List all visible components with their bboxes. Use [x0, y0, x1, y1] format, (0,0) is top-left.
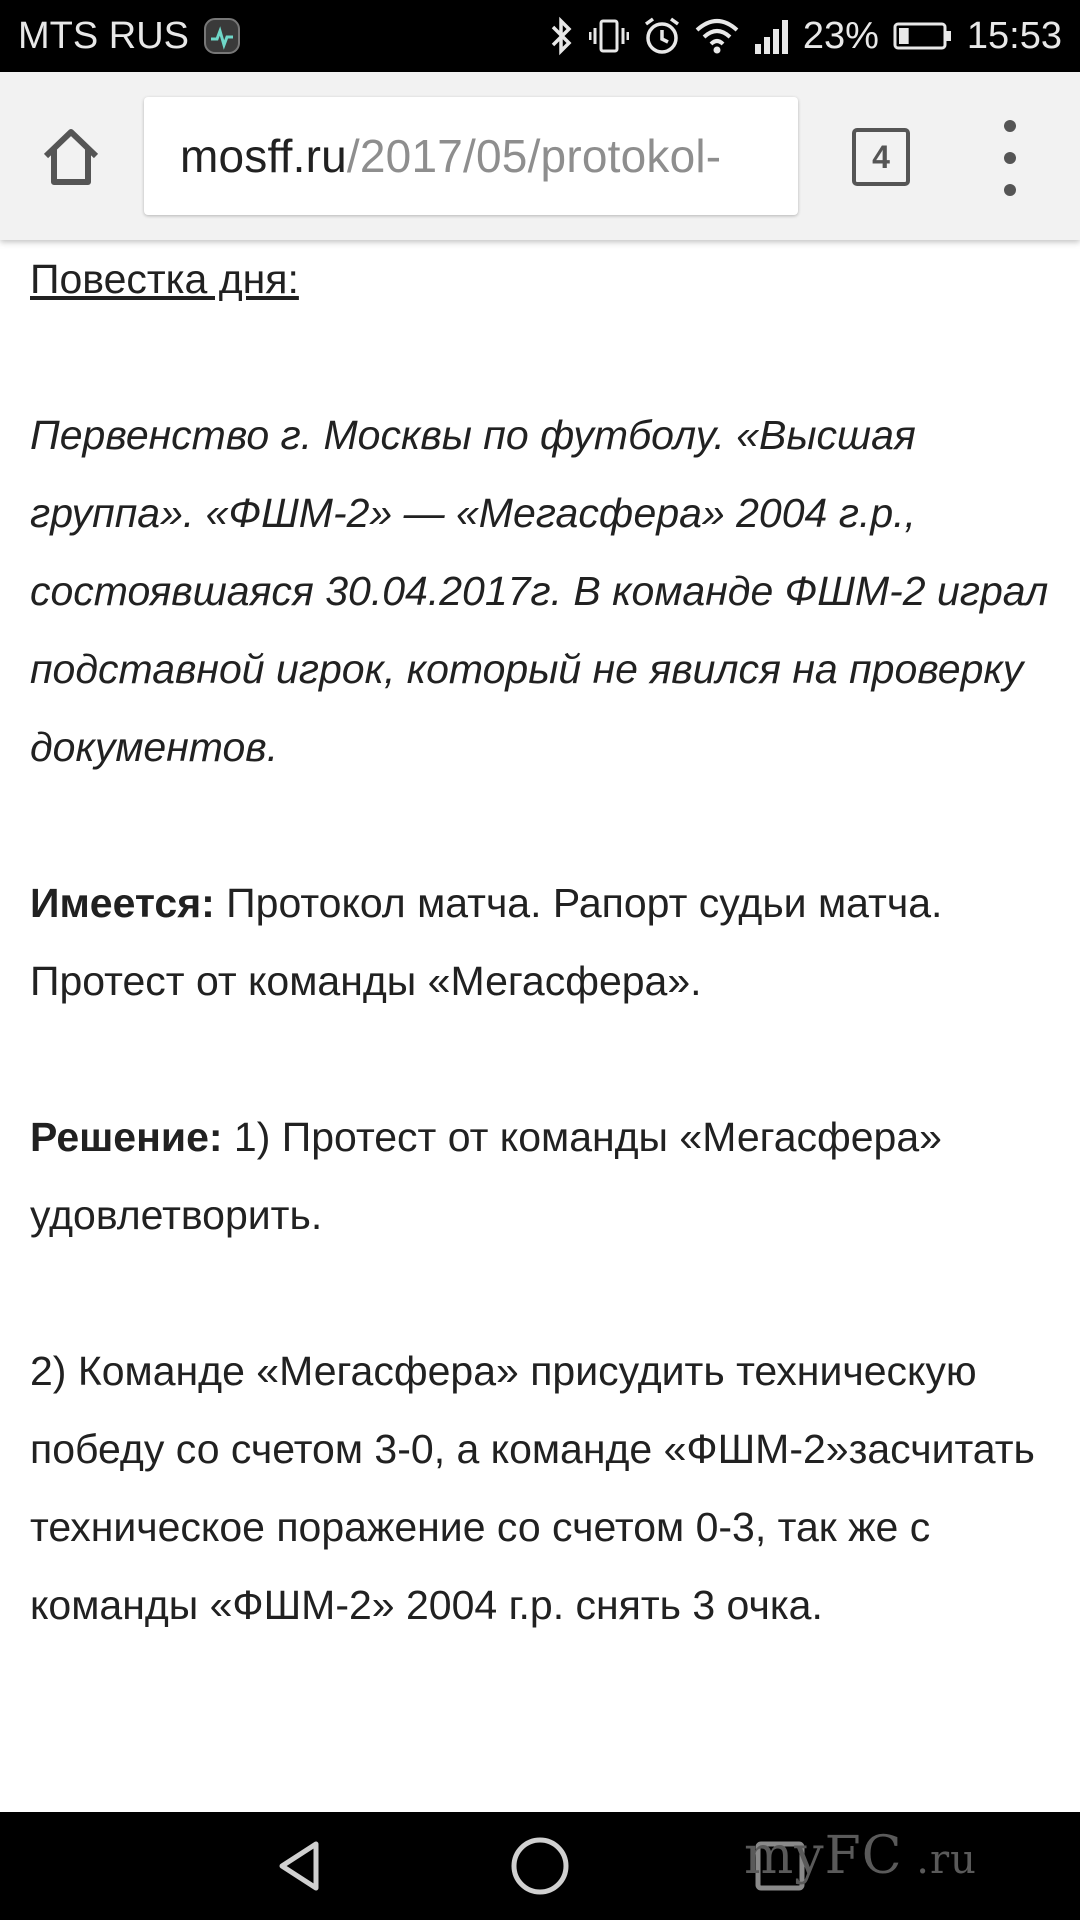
decision-paragraph	[30, 1098, 1050, 1254]
overflow-menu-button[interactable]	[990, 120, 1030, 196]
address-bar[interactable]	[144, 97, 798, 215]
url-text[interactable]	[180, 129, 721, 183]
agenda-heading: Повестка дня:	[30, 256, 299, 302]
watermark-suffix: .ru	[902, 1837, 977, 1883]
tab-count: 4	[872, 138, 890, 175]
menu-dot	[1004, 184, 1016, 196]
health-app-icon	[203, 0, 241, 72]
watermark	[744, 1826, 977, 1886]
decision-2-paragraph: 2) Команде «Мегасфера» присудить техническую победу со счетом 3-0, а команде «ФШМ-2»засчитать техническое поражение со счетом 0-3, так же с команды «ФШМ-2» 2004 г.р. снять 3 очка.	[30, 1348, 1035, 1628]
url-host: mosff.ru	[180, 130, 347, 182]
clock: 15:53	[966, 14, 1062, 57]
tab-switcher-icon	[852, 128, 910, 186]
decision-label: Решение:	[30, 1114, 223, 1160]
battery-percent: 23%	[802, 14, 879, 57]
alarm-icon	[643, 0, 681, 72]
wifi-icon	[695, 0, 739, 72]
available-label: Имеется:	[30, 880, 215, 926]
signal-icon	[753, 0, 789, 72]
browser-toolbar	[0, 72, 1080, 240]
bluetooth-icon	[549, 0, 575, 72]
watermark-main: myFC	[744, 1826, 903, 1886]
back-button[interactable]	[240, 1812, 360, 1920]
article-content	[30, 240, 1050, 1644]
overflow-menu-icon	[1004, 120, 1016, 132]
url-path: /2017/05/protokol-	[346, 130, 722, 182]
decision-text: 1) Протест от команды «Мегасфера» удовлетворить.	[30, 1114, 942, 1238]
vibrate-icon	[589, 0, 629, 72]
battery-icon	[893, 0, 953, 72]
home-circle-icon	[508, 1834, 572, 1898]
home-button[interactable]	[36, 122, 106, 192]
available-text: Протокол матча. Рапорт судьи матча. Протест от команды «Мегасфера».	[30, 880, 943, 1004]
menu-dot	[1004, 152, 1016, 164]
status-bar	[0, 0, 1080, 72]
home-icon	[36, 122, 106, 192]
back-icon	[270, 1836, 330, 1896]
available-paragraph	[30, 864, 1050, 1020]
carrier-name: MTS RUS	[18, 14, 189, 57]
agenda-text: Первенство г. Москвы по футболу. «Высшая группа». «ФШМ-2» — «Мегасфера» 2004 г.р., состоявшаяся 30.04.2017г. В команде ФШМ-2 играл подставной игрок, который не явился на проверку документов.	[30, 412, 1049, 770]
home-nav-button[interactable]	[480, 1812, 600, 1920]
tab-switcher-button[interactable]	[852, 128, 910, 186]
